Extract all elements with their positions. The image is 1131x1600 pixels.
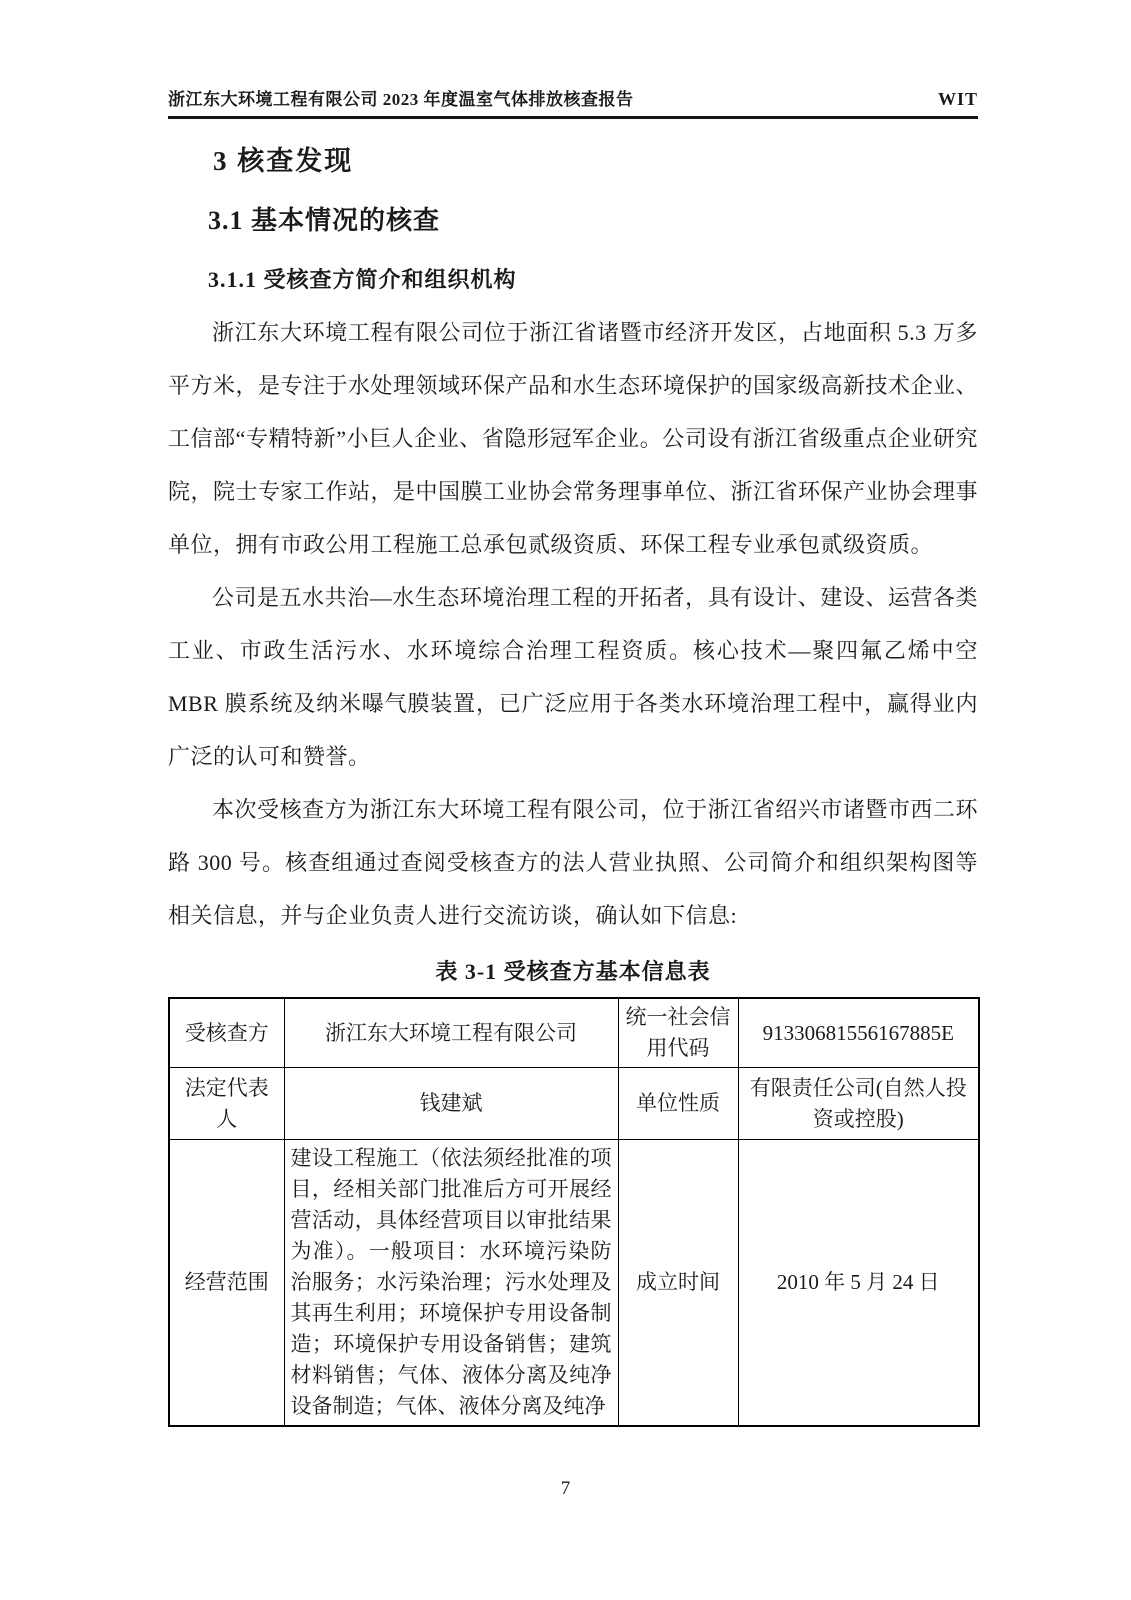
header-title: 浙江东大环境工程有限公司 2023 年度温室气体排放核查报告: [168, 90, 634, 109]
cell-entity-type-value: 有限责任公司(自然人投资或控股): [738, 1068, 979, 1140]
cell-legal-rep-label: 法定代表人: [169, 1068, 284, 1140]
cell-business-scope-label: 经营范围: [169, 1140, 284, 1427]
cell-established-date-value: 2010 年 5 月 24 日: [738, 1140, 979, 1427]
subsubsection-heading: 3.1.1 受核查方简介和组织机构: [208, 267, 517, 292]
cell-business-scope-value: 建设工程施工（依法须经批准的项目，经相关部门批准后方可开展经营活动，具体经营项目以审批结果为准）。一般项目：水环境污染防治服务；水污染治理；污水处理及其再生利用；环境保护专用设备制造；环境保护专用设备销售；建筑材料销售；气体、液体分离及纯净设备制造；气体、液体分离及纯净: [284, 1140, 618, 1427]
cell-credit-code-label: 统一社会信用代码: [618, 998, 738, 1068]
subsection-heading: 3.1 基本情况的核查: [208, 206, 441, 235]
table-caption: 表 3-1 受核查方基本信息表: [435, 959, 711, 984]
cell-legal-rep-value: 钱建斌: [284, 1068, 618, 1140]
paragraph-company-intro: 浙江东大环境工程有限公司位于浙江省诸暨市经济开发区，占地面积 5.3 万多平方米，是专注于水处理领域环保产品和水生态环境保护的国家级高新技术企业、工信部“专精特新”小巨人企业、省隐形冠军企业。公司设有浙江省级重点企业研究院，院士专家工作站，是中国膜工业协会常务理事单位、浙江省环保产业协会理事单位，拥有市政公用工程施工总承包贰级资质、环保工程专业承包贰级资质。: [168, 320, 979, 557]
header-logo: WIT: [937, 89, 978, 109]
cell-verified-party-label: 受核查方: [169, 998, 284, 1068]
basic-info-table: [168, 997, 980, 1427]
body-text: [168, 306, 978, 942]
table-row: [169, 998, 979, 1068]
header-divider: [168, 116, 978, 119]
cell-credit-code-value: 91330681556167885E: [738, 998, 979, 1068]
cell-verified-party-value: 浙江东大环境工程有限公司: [284, 998, 618, 1068]
section-heading: 3 核查发现: [213, 146, 354, 176]
table-row: [169, 1140, 979, 1427]
running-header: [168, 85, 978, 116]
paragraph-verification-scope: 本次受核查方为浙江东大环境工程有限公司，位于浙江省绍兴市诸暨市西二环路 300 号。核查组通过查阅受核查方的法人营业执照、公司简介和组织架构图等相关信息，并与企业负责人进行交流访谈，确认如下信息:: [168, 797, 978, 928]
cell-entity-type-label: 单位性质: [618, 1068, 738, 1140]
cell-established-date-label: 成立时间: [618, 1140, 738, 1427]
table-row: [169, 1068, 979, 1140]
page-number: 7: [560, 1478, 571, 1499]
paragraph-company-tech: 公司是五水共治—水生态环境治理工程的开拓者，具有设计、建设、运营各类工业、市政生活污水、水环境综合治理工程资质。核心技术—聚四氟乙烯中空 MBR 膜系统及纳米曝气膜装置，已广泛应用于各类水环境治理工程中，赢得业内广泛的认可和赞誉。: [168, 585, 978, 769]
